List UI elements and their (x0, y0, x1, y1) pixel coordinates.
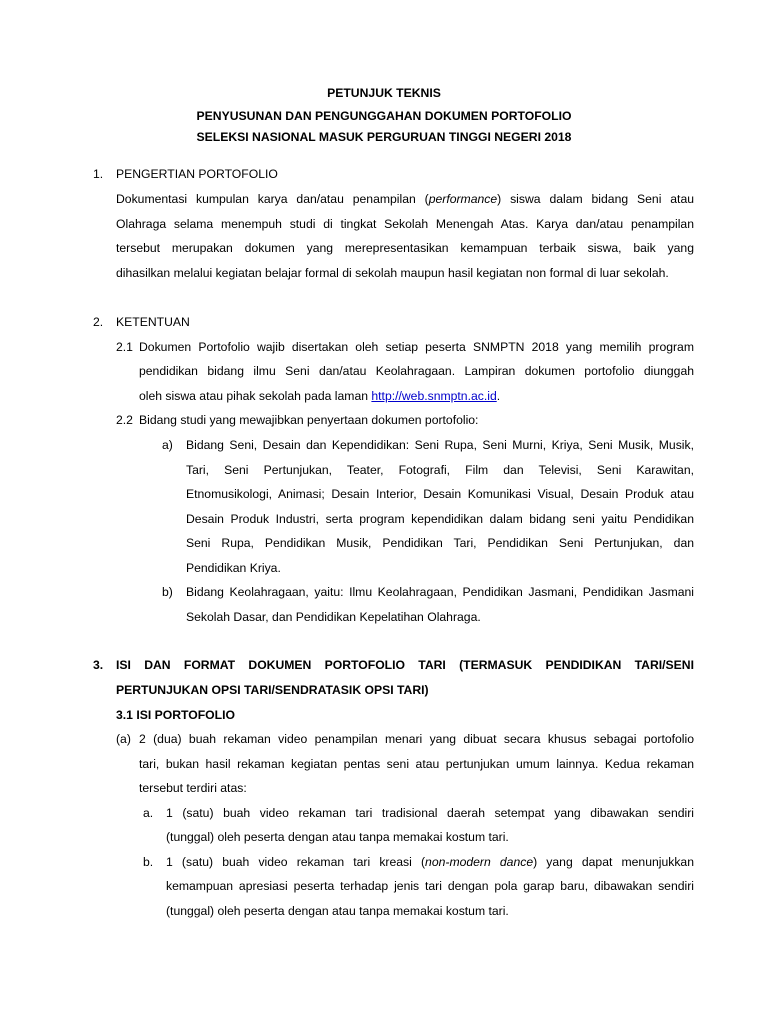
section-1-line-2: Olahraga selama menempuh studi di tingkat Sekolah Menengah Atas. Karya dan/atau penampilan (116, 217, 694, 231)
item-3a-b-line-2: kemampuan apresiasi peserta terhadap jenis tari dengan pola garap baru, dibawakan sendiri (166, 879, 694, 893)
section-3-title-line-2: PERTUNJUKAN OPSI TARI/SENDRATASIK OPSI TARI) (116, 683, 429, 697)
item-3a-line-3: tersebut terdiri atas: (139, 781, 247, 795)
item-3a-line-2: tari, bukan hasil rekaman kegiatan pentas seni atau pertunjukan umum lainnya. Kedua rekaman (139, 757, 694, 771)
section-1-line-1-italic: performance (428, 192, 498, 206)
doc-title-line-3: SELEKSI NASIONAL MASUK PERGURUAN TINGGI NEGERI 2018 (196, 130, 572, 144)
section-1-line-1-text-a: Dokumentasi kumpulan karya dan/atau penampilan ( (116, 192, 429, 206)
item-3a-b-line-1-text-b: ) yang dapat menunjukkan (533, 855, 694, 869)
item-a-marker: a) (162, 438, 173, 452)
section-2-number: 2. (93, 315, 104, 329)
subsection-3-1-title: 3.1 ISI PORTOFOLIO (116, 708, 235, 722)
section-1-line-1-text-b: ) siswa dalam bidang Seni atau (497, 192, 695, 206)
item-2-1-line-3-text: oleh siswa atau pihak sekolah pada laman (139, 389, 372, 403)
section-1-line-1 (116, 187, 694, 212)
section-2-title: KETENTUAN (116, 315, 190, 329)
item-2-1-line-1: Dokumen Portofolio wajib disertakan oleh setiap peserta SNMPTN 2018 yang memilih program (139, 340, 694, 354)
item-b-marker: b) (162, 585, 173, 599)
item-2-1-line-3-period: . (496, 389, 501, 403)
item-a-line-4: Desain Produk Industri, serta program kependidikan dalam bidang seni yaitu Pendidikan (186, 512, 694, 526)
section-1-line-3: tersebut merupakan dokumen yang merepresentasikan kemampuan terbaik siswa, baik yang (116, 241, 694, 255)
item-b-line-2: Sekolah Dasar, dan Pendidikan Kepelatihan Olahraga. (186, 610, 481, 624)
item-2-1-line-2: pendidikan bidang ilmu Seni dan/atau Keolahragaan. Lampiran dokumen portofolio diunggah (139, 364, 694, 378)
item-a-line-2: Tari, Seni Pertunjukan, Teater, Fotografi, Film dan Televisi, Seni Karawitan, (186, 463, 694, 477)
section-1-title: PENGERTIAN PORTOFOLIO (116, 167, 278, 181)
item-3a-a-line-1: 1 (satu) buah video rekaman tari tradisional daerah setempat yang dibawakan sendiri (166, 806, 694, 820)
doc-title-line-1: PETUNJUK TEKNIS (327, 86, 441, 100)
item-3a-line-1: 2 (dua) buah rekaman video penampilan menari yang dibuat secara khusus sebagai portofolio (139, 732, 694, 746)
section-1-number: 1. (93, 167, 104, 181)
item-3a-b-line-1 (166, 850, 694, 875)
doc-title-line-2: PENYUSUNAN DAN PENGUNGGAHAN DOKUMEN PORTOFOLIO (196, 109, 572, 123)
section-1-line-4: dihasilkan melalui kegiatan belajar formal di sekolah maupun hasil kegiatan non formal di luar sekolah. (116, 266, 669, 280)
item-2-2-number: 2.2 (116, 413, 133, 427)
item-3a-marker: (a) (116, 732, 131, 746)
item-3a-b-marker: b. (143, 855, 154, 869)
item-3a-b-line-3: (tunggal) oleh peserta dengan atau tanpa memakai kostum tari. (166, 904, 509, 918)
item-b-line-1: Bidang Keolahragaan, yaitu: Ilmu Keolahragaan, Pendidikan Jasmani, Pendidikan Jasmani (186, 585, 694, 599)
item-3a-b-line-1-text-a: 1 (satu) buah video rekaman tari kreasi ( (166, 855, 426, 869)
item-a-line-1: Bidang Seni, Desain dan Kependidikan: Seni Rupa, Seni Murni, Kriya, Seni Musik, Musik, (186, 438, 694, 452)
item-3a-b-line-1-italic: non-modern dance (425, 855, 534, 869)
snmptn-website-link[interactable]: http://web.snmptn.ac.id (371, 389, 497, 403)
item-2-1-number: 2.1 (116, 340, 133, 354)
item-3a-a-marker: a. (143, 806, 154, 820)
section-3-number: 3. (93, 658, 104, 672)
item-2-2-line-1: Bidang studi yang mewajibkan penyertaan dokumen portofolio: (139, 413, 479, 427)
item-a-line-5: Seni Rupa, Pendidikan Musik, Pendidikan Tari, Pendidikan Seni Pertunjukan, dan (186, 536, 694, 550)
item-a-line-6: Pendidikan Kriya. (186, 561, 281, 575)
item-3a-a-line-2: (tunggal) oleh peserta dengan atau tanpa memakai kostum tari. (166, 830, 509, 844)
item-2-1-line-3 (139, 384, 500, 409)
item-a-line-3: Etnomusikologi, Animasi; Desain Interior, Desain Komunikasi Visual, Desain Produk atau (186, 487, 694, 501)
section-3-title-line-1: ISI DAN FORMAT DOKUMEN PORTOFOLIO TARI (TERMASUK PENDIDIKAN TARI/SENI (116, 658, 694, 672)
